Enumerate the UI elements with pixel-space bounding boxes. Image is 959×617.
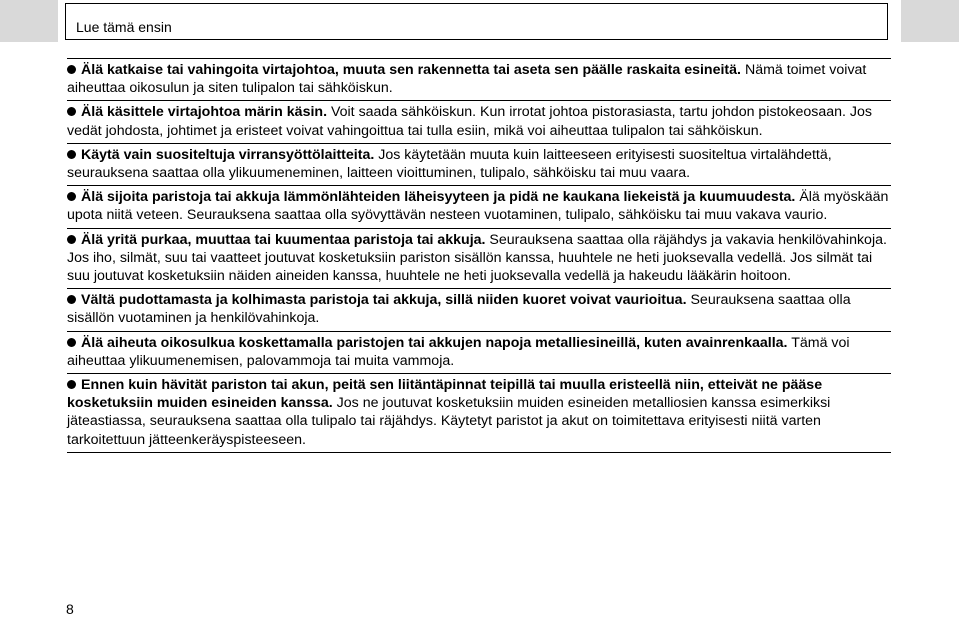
bullet-icon [67, 192, 76, 201]
warning-item [67, 331, 891, 373]
warning-lead: Älä yritä purkaa, muuttaa tai kuumentaa paristoja tai akkuja. [81, 231, 486, 248]
warning-lead: Ennen kuin hävität pariston tai akun, peitä sen liitäntäpinnat teipillä tai muulla eristeellä niin, etteivät ne pääse kosketuksiin muiden esineiden kanssa. [67, 377, 823, 412]
warning-body: Tämä voi aiheuttaa ylikuumenemisen, palovammoja tai muita vammoja. [67, 334, 850, 369]
bullet-icon [67, 235, 76, 244]
bullet-icon [67, 65, 76, 74]
section-title: Lue tämä ensin [76, 19, 172, 35]
warning-lead: Älä aiheuta oikosulkua koskettamalla paristojen tai akkujen napoja metalliesineillä, kuten avainrenkaalla. [81, 334, 788, 351]
warning-lead: Älä sijoita paristoja tai akkuja lämmönlähteiden läheisyyteen ja pidä ne kaukana liekeistä ja kuumuudesta. [81, 189, 796, 206]
bullet-icon [67, 295, 76, 304]
warning-body: Jos ne joutuvat kosketuksiin muiden esineiden metalliosien kanssa esimerkiksi jäteastiassa, seurauksena saattaa olla tulipalo tai räjähdys. Käytetyt paristot ja akut on toimitettava erityisesti niitä varten tarkoitettuun jätteenkeräyspisteeseen. [67, 395, 831, 448]
warning-body: Jos käytetään muuta kuin laitteeseen erityisesti suositeltua virtalähdettä, seurauksena saattaa olla ylikuumeneminen, laitteen vioittuminen, tulipalo, sähköisku tai muu vaara. [67, 146, 832, 182]
warning-item [67, 185, 891, 227]
warning-lead: Vältä pudottamasta ja kolhimasta paristoja tai akkuja, sillä niiden kuoret voivat vaurioitua. [81, 292, 687, 309]
warning-lead: Älä katkaise tai vahingoita virtajohtoa, muuta sen rakennetta tai aseta sen päälle raskaita esineitä. [81, 62, 741, 78]
warning-body: Älä myöskään upota niitä veteen. Seurauksena saattaa olla syövyttävän nesteen vuotaminen, tulipalo, sähköisku tai muu vakava vaurio. [67, 189, 889, 224]
left-corner-tab [0, 0, 58, 42]
bullet-icon [67, 338, 76, 347]
warning-item [67, 58, 891, 100]
warning-item [67, 373, 891, 453]
warning-item [67, 100, 891, 142]
warning-body: Seurauksena saattaa olla sisällön vuotaminen ja henkilövahinkoja. [67, 292, 851, 327]
warning-lead: Älä käsittele virtajohtoa märin käsin. [81, 104, 328, 121]
bullet-icon [67, 380, 76, 389]
warning-item [67, 228, 891, 289]
right-corner-tab [901, 0, 959, 42]
warning-lead: Käytä vain suositeltuja virransyöttölaitteita. [81, 146, 375, 163]
bullet-icon [67, 150, 76, 159]
warning-item [67, 143, 891, 185]
warning-item [67, 288, 891, 330]
bullet-icon [67, 107, 76, 116]
warning-body: Nämä toimet voivat aiheuttaa oikosulun ja siten tulipalon tai sähköiskun. [67, 62, 867, 97]
warning-body: Voit saada sähköiskun. Kun irrotat johtoa pistorasiasta, tartu johdon pistokeosaan. Jos vedät johdosta, johtimet ja eristeet voivat vahingoittua tai tulla esiin, mikä voi aiheuttaa tulipalon tai sähköiskun. [67, 104, 872, 139]
section-header [65, 3, 888, 40]
warning-body: Seurauksena saattaa olla räjähdys ja vakavia henkilövahinkoja. Jos iho, silmät, suu tai vaatteet joutuvat kosketuksiin pariston sisällön kanssa, huuhtele ne heti juoksevalla vedellä. Jos silmät tai suu joutuvat kosketuksiin näiden aineiden kanssa, huuhtele ne heti juoksevalla vedellä ja hakeudu lääkärin hoitoon. [67, 231, 887, 285]
warning-list [67, 58, 891, 453]
page-number: 8 [66, 601, 74, 617]
